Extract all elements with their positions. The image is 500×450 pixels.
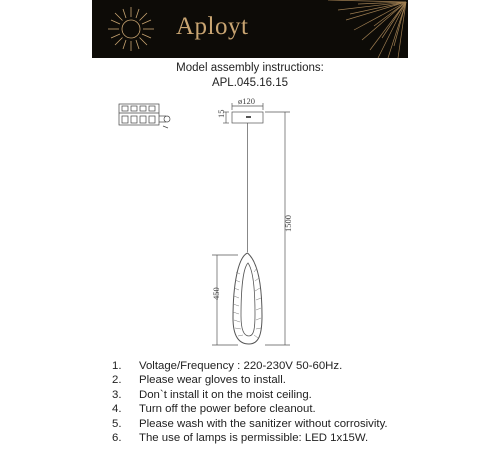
list-item: 2. Please wear gloves to install. — [112, 374, 286, 387]
model-number: APL.045.16.15 — [211, 77, 289, 89]
brand-name: Aployt — [176, 13, 249, 40]
instructions-list — [112, 359, 388, 445]
canopy-diameter-label: ø120 — [238, 96, 255, 106]
instructions-title: Model assembly instructions: — [176, 62, 324, 74]
lamp-shade — [233, 253, 262, 344]
canopy-height-label: 15 — [216, 109, 226, 118]
list-item: 6. The use of lamps is permissible: LED 1x15W. — [112, 432, 369, 445]
total-height-label: 1500 — [283, 215, 293, 232]
list-item: 1. Voltage/Frequency : 220-230V 50-60Hz. — [112, 360, 343, 372]
shade-height-label: 450 — [211, 287, 221, 300]
list-item: 3. Don`t install it on the moist ceiling. — [112, 388, 312, 401]
terminal-block-icon — [119, 104, 170, 128]
list-item: 4. Turn off the power before cleanout. — [112, 403, 316, 416]
list-item: 5. Please wash with the sanitizer without corrosivity. — [112, 417, 388, 430]
